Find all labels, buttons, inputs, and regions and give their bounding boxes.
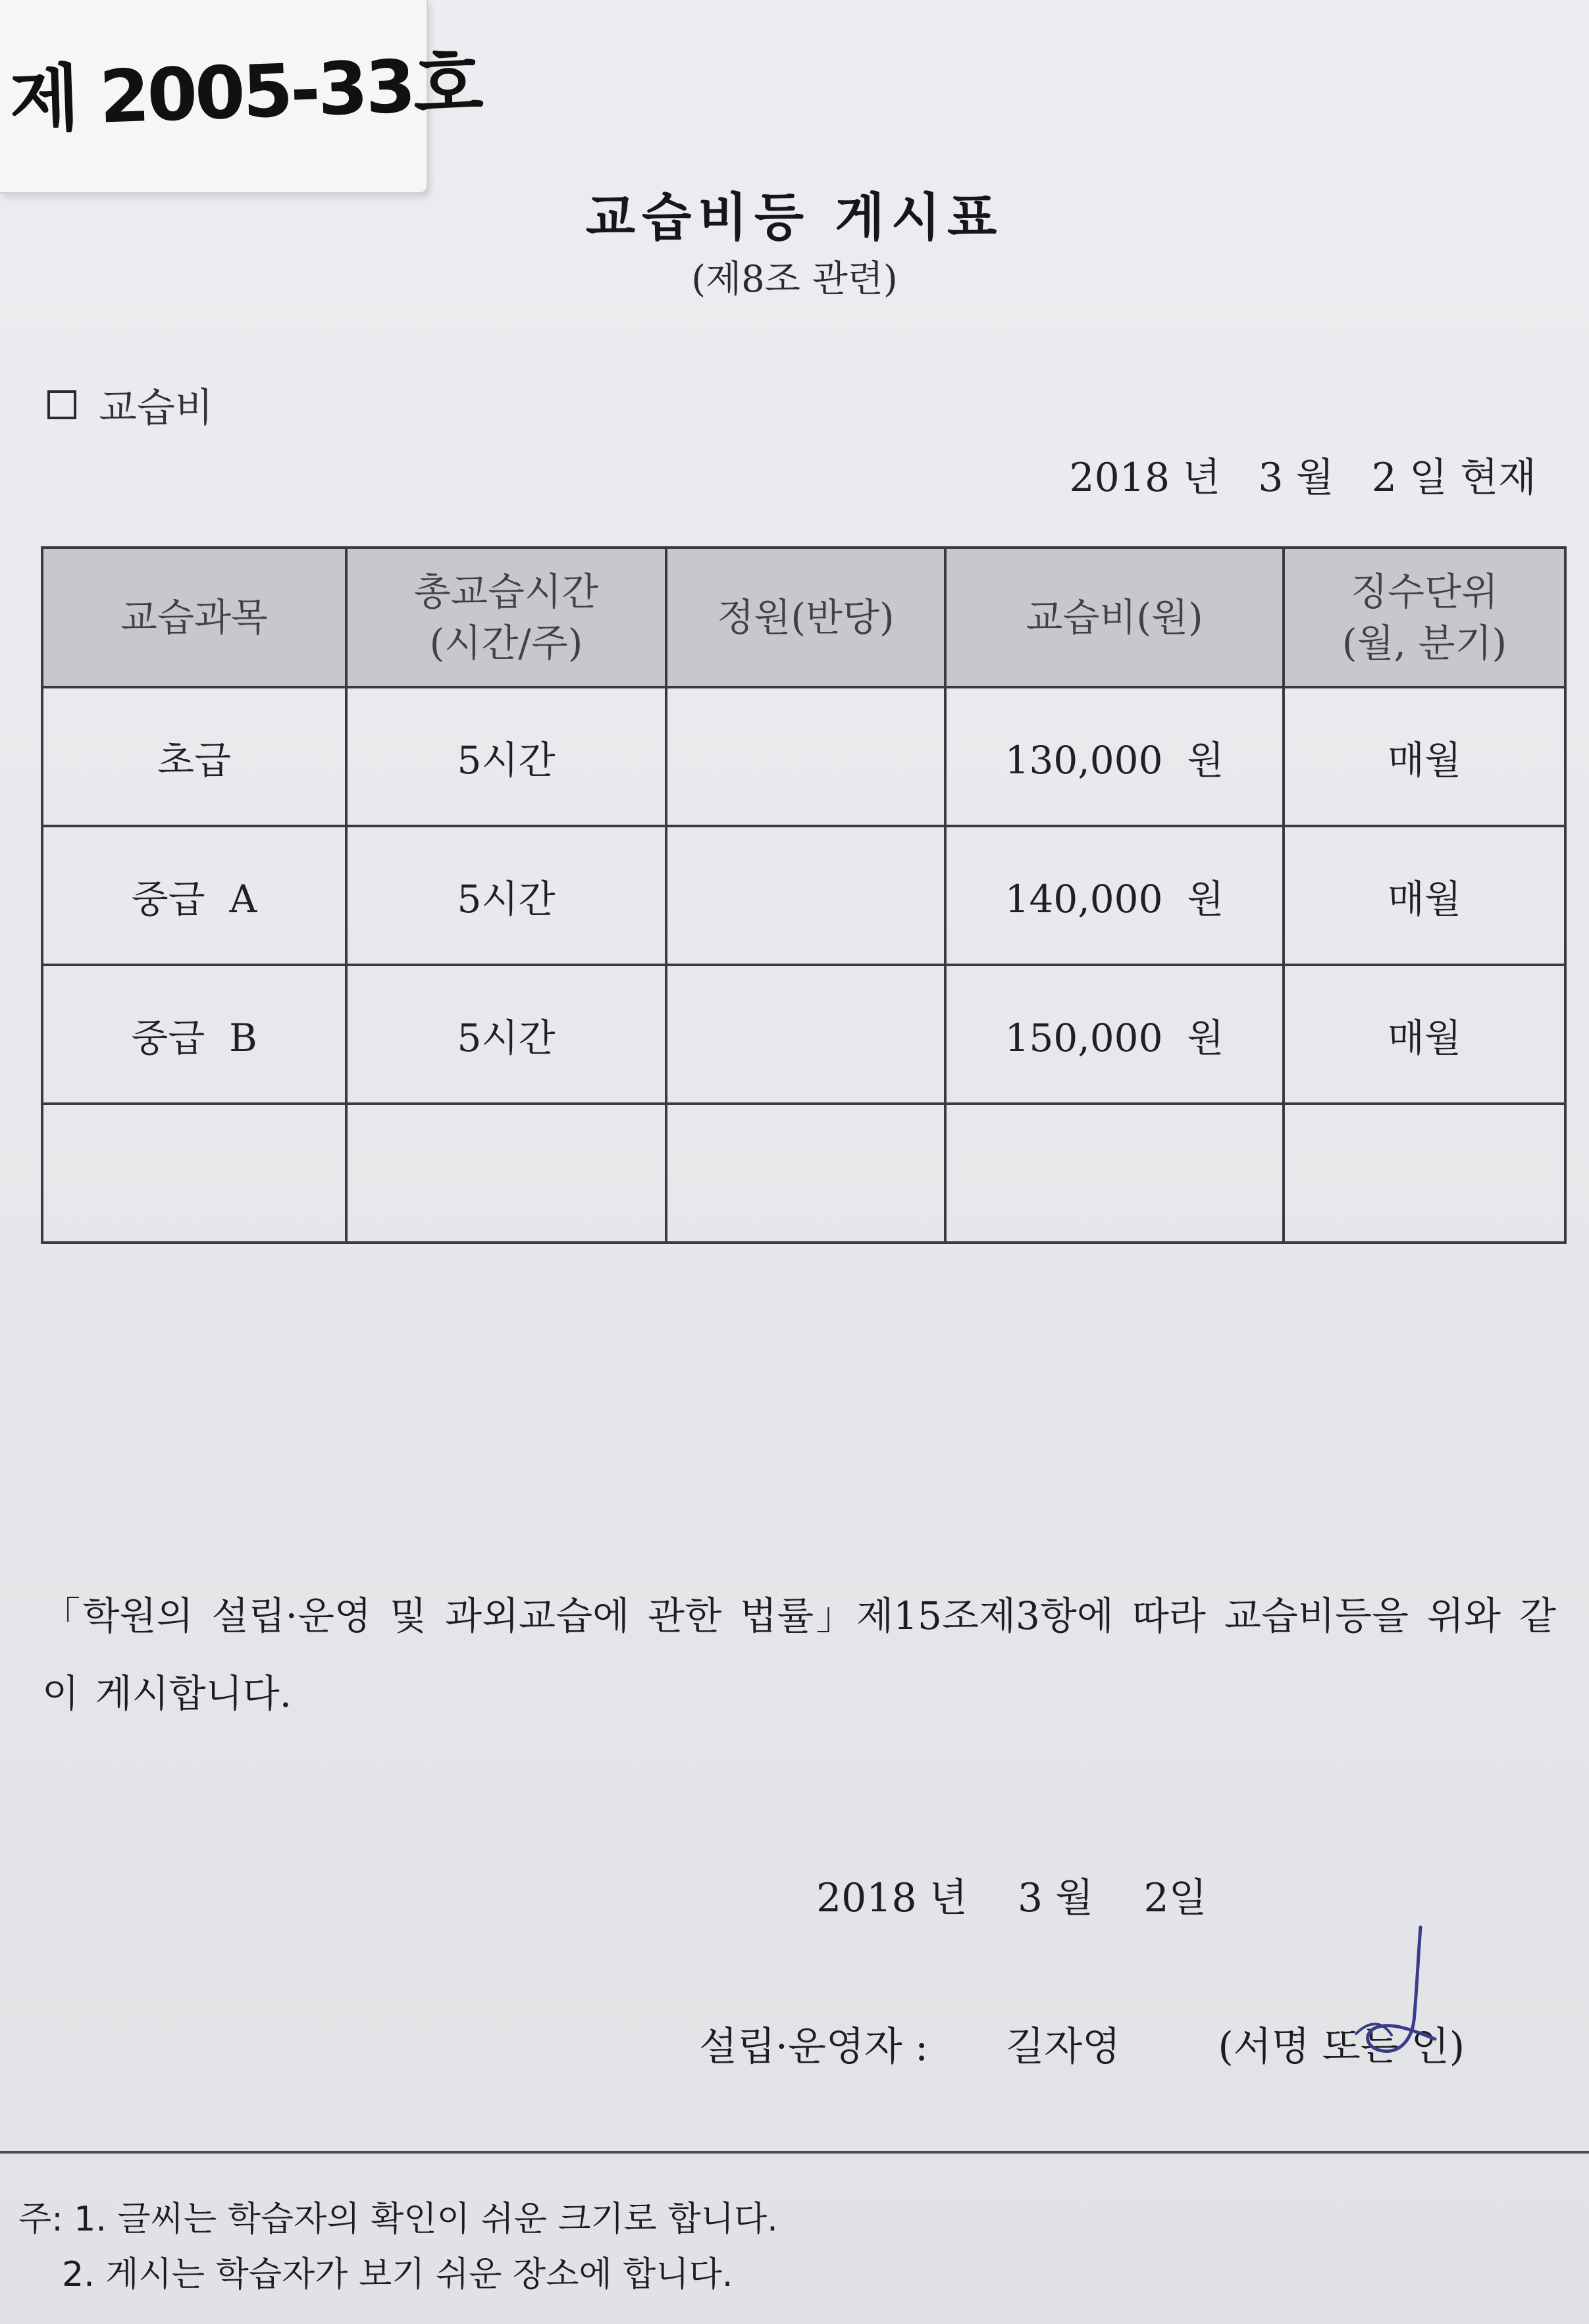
table-row bbox=[42, 826, 1565, 965]
footer-divider bbox=[0, 2151, 1589, 2154]
cell-fee: 150,000 원 bbox=[945, 965, 1284, 1104]
document-title: 교습비등 게시표 bbox=[585, 188, 1004, 247]
founder-label: 설립·운영자 : bbox=[699, 2024, 929, 2070]
cell-total-hours: 5시간 bbox=[346, 965, 666, 1104]
fee-table bbox=[41, 546, 1567, 1244]
cell-subject: 중급 B bbox=[42, 965, 346, 1104]
section-heading bbox=[47, 376, 213, 433]
cell-fee: 130,000 원 bbox=[945, 687, 1284, 826]
table-row bbox=[42, 687, 1565, 826]
cell-billing-unit: 매월 bbox=[1284, 687, 1565, 826]
footnote-item: 2. 게시는 학습자가 보기 쉬운 장소에 합니다. bbox=[18, 2255, 733, 2294]
handwritten-signature bbox=[1336, 1922, 1442, 2073]
registration-sticker bbox=[0, 0, 482, 194]
cell-billing-unit: 매월 bbox=[1284, 965, 1565, 1104]
cell-capacity bbox=[666, 965, 945, 1104]
cell-subject bbox=[42, 1104, 346, 1243]
cell-total-hours: 5시간 bbox=[346, 687, 666, 826]
sign-note: (서명 또는 인) bbox=[1218, 2024, 1465, 2070]
footnotes bbox=[18, 2192, 778, 2302]
signing-date: 2018 년 3 월 2일 bbox=[816, 1875, 1207, 1921]
table-row bbox=[42, 965, 1565, 1104]
header-subject: 교습과목 bbox=[42, 548, 346, 687]
as-of-date: 2018 년 3 월 2 일 현재 bbox=[1069, 455, 1536, 501]
section-label: 교습비 bbox=[99, 385, 213, 431]
header-total-hours: 총교습시간 (시간/주) bbox=[346, 548, 666, 687]
header-capacity: 정원(반당) bbox=[666, 548, 945, 687]
cell-total-hours: 5시간 bbox=[346, 826, 666, 965]
posting-statement: 「학원의 설립·운영 및 과외교습에 관한 법률」제15조제3항에 따라 교습비등을 위와 같이 게시합니다. bbox=[42, 1593, 1556, 1716]
fee-table-header-row bbox=[42, 548, 1565, 687]
cell-subject: 초급 bbox=[42, 687, 346, 826]
founder-name: 길자영 bbox=[1006, 2024, 1121, 2070]
cell-billing-unit: 매월 bbox=[1284, 826, 1565, 965]
checkbox-icon bbox=[47, 390, 76, 419]
header-billing-unit: 징수단위 (월, 분기) bbox=[1284, 548, 1565, 687]
cell-capacity bbox=[666, 826, 945, 965]
document-subtitle: (제8조 관련) bbox=[691, 258, 898, 301]
cell-fee bbox=[945, 1104, 1284, 1243]
registration-number: 제 2005-33호 bbox=[8, 41, 482, 143]
cell-fee: 140,000 원 bbox=[945, 826, 1284, 965]
table-row bbox=[42, 1104, 1565, 1243]
footnote-item: 주: 1. 글씨는 학습자의 확인이 쉬운 크기로 합니다. bbox=[18, 2200, 778, 2239]
cell-billing-unit bbox=[1284, 1104, 1565, 1243]
cell-subject: 중급 A bbox=[42, 826, 346, 965]
cell-capacity bbox=[666, 687, 945, 826]
cell-capacity bbox=[666, 1104, 945, 1243]
cell-total-hours bbox=[346, 1104, 666, 1243]
header-fee: 교습비(원) bbox=[945, 548, 1284, 687]
